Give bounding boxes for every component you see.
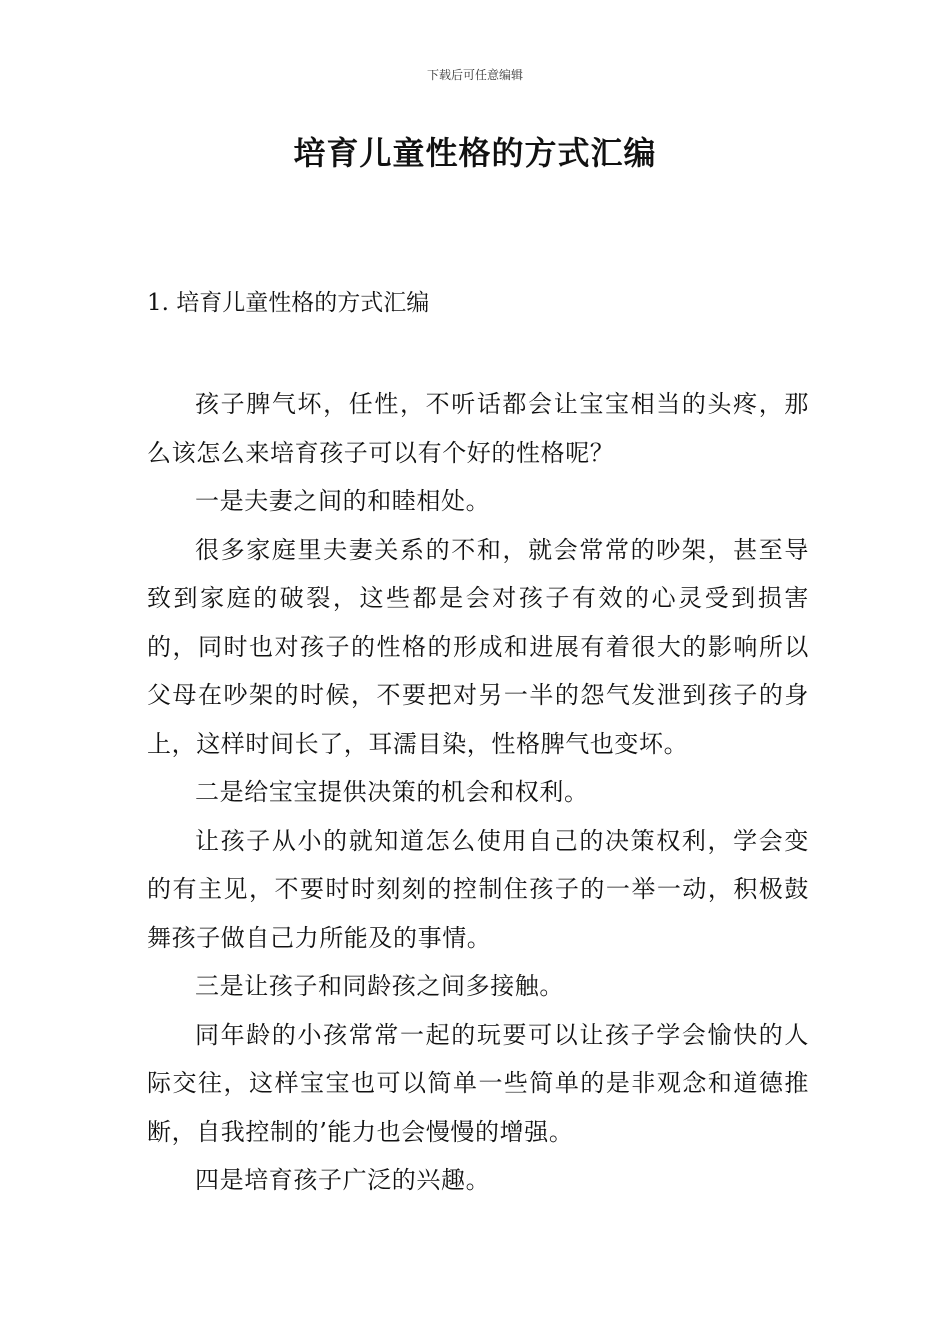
paragraph: 三是让孩子和同龄孩之间多接触。 — [195, 972, 564, 1000]
paragraph: 四是培育孩子广泛的兴趣。 — [195, 1166, 491, 1194]
paragraph: 孩子脾气坏，任性，不听话都会让宝宝相当的头疼，那么该怎么来培育孩子可以有个好的性格呢？ — [147, 390, 809, 467]
paragraph: 让孩子从小的就知道怎么使用自己的决策权利，学会变的有主见，不要时时刻刻的控制住孩子的一举一动，积极鼓舞孩子做自己力所能及的事情。 — [147, 826, 809, 952]
header-note: 下载后可任意编辑 — [426, 68, 523, 82]
paragraph: 一是夫妻之间的和睦相处。 — [195, 487, 491, 515]
section-heading: 1. 培育儿童性格的方式汇编 — [147, 290, 430, 316]
paragraph: 二是给宝宝提供决策的机会和权利。 — [195, 778, 589, 806]
paragraph: 很多家庭里夫妻关系的不和，就会常常的吵架，甚至导致到家庭的破裂，这些都是会对孩子有效的心灵受到损害的，同时也对孩子的性格的形成和进展有着很大的影响所以父母在吵架的时候，不要把对另一半的怨气发泄到孩子的身上，这样时间长了，耳濡目染，性格脾气也变坏。 — [147, 535, 809, 758]
document-body — [147, 380, 809, 1205]
paragraph: 同年龄的小孩常常一起的玩要可以让孩子学会愉快的人际交往，这样宝宝也可以简单一些简单的是非观念和道德推断，自我控制的’能力也会慢慢的增强。 — [147, 1020, 809, 1146]
document-title: 培育儿童性格的方式汇编 — [293, 134, 657, 172]
